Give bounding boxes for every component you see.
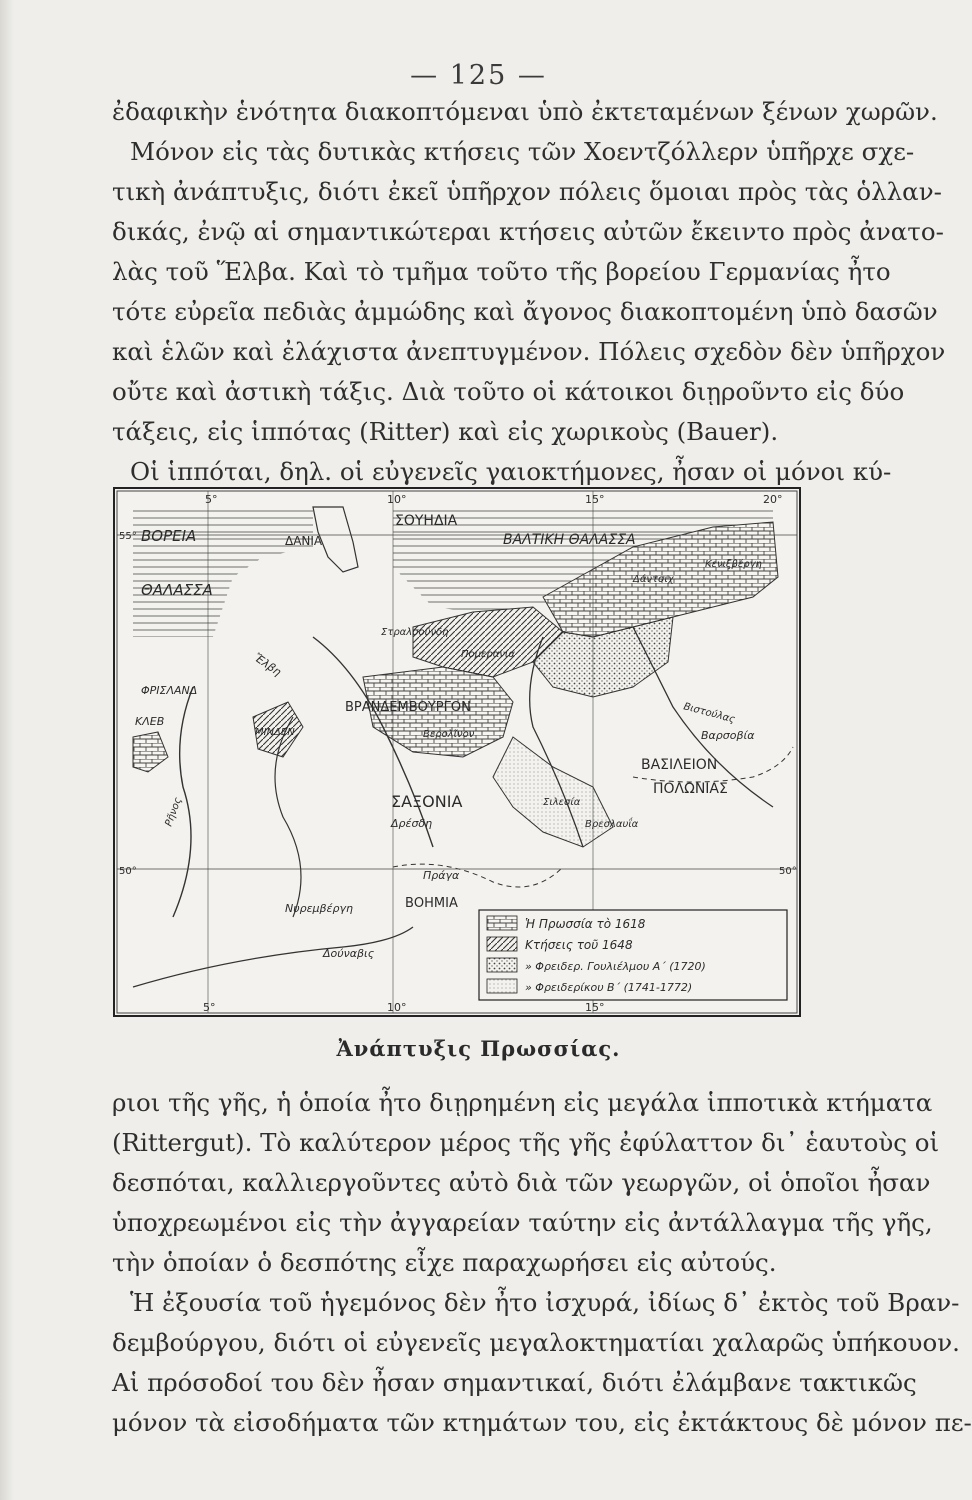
lat-label: 50° [779,866,797,877]
prague-label: Πράγα [423,869,460,882]
legend-item: Κτήσεις τοῦ 1648 [525,938,633,952]
legend-item: Ἡ Πρωσσία τὸ 1618 [525,917,646,931]
dresden-label: Δρέσδη [391,817,433,830]
text-line: δικάς, ἐνῷ αἱ σημαντικώτεραι κτήσεις αὐτῶν ἔκειντο πρὸς ἀνατο- [112,217,944,246]
breslau-label: Βρεσλαυΐα [585,819,639,830]
baltic-label: ΒΑΛΤΙΚΗ ΘΑΛΑΣΣΑ [503,532,636,548]
legend-item: » Φρειδερ. Γουλιέλμου Α΄ (1720) [525,960,706,973]
denmark-label: ΔΑΝΙΑ [285,534,323,548]
text-line: τότε εὐρεῖα πεδιὰς ἀμμώδης καὶ ἄγονος διακοπτομένη ὑπὸ δασῶν [112,297,938,326]
poland-label-1: ΒΑΣΙΛΕΙΟΝ [641,757,718,773]
text-line: Οἱ ἱππόται, δηλ. οἱ εὐγενεῖς γαιοκτήμονες, ἦσαν οἱ μόνοι κύ- [130,457,892,486]
text-line: ριοι τῆς γῆς, ἡ ὁποία ἦτο διῃρημένη εἰς μεγάλα ἱπποτικὰ κτήματα [112,1088,933,1117]
silesia-label: Σιλεσία [543,797,581,808]
prussia-map [113,487,801,1017]
text-line: μόνον τὰ εἰσοδήματα τῶν κτημάτων του, εἰς ἐκτάκτους δὲ μόνον πε- [112,1408,972,1437]
text-line: Μόνον εἰς τὰς δυτικὰς κτήσεις τῶν Χοεντζόλλερν ὑπῆρχε σχε- [130,137,915,166]
text-line: καὶ ἑλῶν καὶ ἐλάχιστα ἀνεπτυγμένον. Πόλεις σχεδὸν δὲν ὑπῆρχον [112,337,946,366]
danube-label: Δούναβις [323,947,375,960]
text-line: ὑποχρεωμένοι εἰς τὴν ἀγγαρείαν ταύτην εἰς ἀντάλλαγμα τῆς γῆς, [112,1208,933,1237]
konigsberg-label: Κενιξβέργη [705,559,762,570]
sea-label-north: ΒΟΡΕΙΑ [141,527,197,545]
deg-label-bottom: 10° [387,1001,407,1014]
text-line: Ἡ ἐξουσία τοῦ ἡγεμόνος δὲν ἦτο ἰσχυρά, ἰδίως δ᾿ ἐκτὸς τοῦ Βραν- [130,1288,960,1317]
sea-label-north-2: ΘΑΛΑΣΣΑ [141,581,213,599]
map-caption: Ἀνάπτυξις Πρωσσίας. [336,1036,621,1061]
top-paragraphs [112,92,946,492]
vistula-label: Βιστούλας [682,701,737,726]
deg-label-top: 10° [387,493,407,506]
text-line: δεσπόται, καλλιεργοῦντες αὐτὸ διὰ τῶν γεωργῶν, οἱ ὁποῖοι ἦσαν [112,1168,931,1197]
legend-swatch-1772 [487,979,517,993]
lat-label: 50° [119,866,137,877]
deg-label-bottom: 5° [203,1001,216,1014]
text-line: δεμβούργου, διότι οἱ εὐγενεῖς μεγαλοκτηματίαι χαλαρῶς ὑπήκουον. [112,1328,960,1357]
legend-swatch-1648 [487,937,517,951]
page-number: — 125 — [410,60,547,91]
stralsund-label: Στραλσοῦνδη [381,627,449,638]
text-line: λὰς τοῦ Ἕλβα. Καὶ τὸ τμῆμα τοῦτο τῆς βορείου Γερμανίας ἦτο [112,257,891,286]
lat-label: 55° [119,531,137,542]
legend-swatch-1720 [487,958,517,972]
berlin-label: Βερολῖνον [423,729,475,740]
text-line: τικὴ ἀνάπτυξις, διότι ἐκεῖ ὑπῆρχον πόλεις ὅμοιαι πρὸς τὰς ὁλλαν- [112,177,942,206]
pomerania-label: Πομερανία [461,649,515,660]
text-line: οὔτε καὶ ἀστικὴ τάξις. Διὰ τοῦτο οἱ κάτοικοι διῃροῦντο εἰς δύο [112,377,905,406]
page-edge [0,0,14,1500]
warsaw-label: Βαρσοβία [701,729,755,742]
map-legend [479,910,787,1000]
friesland-label: ΦΡΙΣΛΑΝΔ [141,684,198,697]
deg-label-top: 5° [205,493,218,506]
nuremberg-label: Νυρεμβέργη [285,902,353,915]
text-line: τάξεις, εἰς ἱππότας (Ritter) καὶ εἰς χωρικοὺς (Bauer). [112,417,779,446]
bohemia-label: ΒΟΗΜΙΑ [405,896,458,911]
text-line: Αἱ πρόσοδοί του δὲν ἦσαν σημαντικαί, διότι ἐλάμβανε τακτικῶς [112,1368,917,1397]
bottom-paragraphs [112,1083,972,1443]
minden-label: ΜΙΝΔΕΝ [255,727,295,738]
brandenburg-label: ΒΡΑΝΔΕΜΒΟΥΡΓΟΝ [345,700,471,715]
deg-label-bottom: 15° [585,1001,605,1014]
danzig-label: Δάντσιχ [633,574,674,585]
rhine-label: Ρῆνος [163,796,185,829]
text-line: (Rittergut). Τὸ καλύτερον μέρος τῆς γῆς ἐφύλαττον δι᾿ ἑαυτοὺς οἱ [112,1128,940,1157]
sweden-label: ΣΟΥΗΔΙΑ [395,513,458,529]
legend-item: » Φρειδερίκου Β΄ (1741-1772) [525,981,693,994]
deg-label-top: 15° [585,493,605,506]
legend-swatch-1618 [487,916,517,930]
saxony-label: ΣΑΞΟΝΙΑ [391,792,463,811]
text-line: ἐδαφικὴν ἑνότητα διακοπτόμεναι ὑπὸ ἐκτεταμένων ξένων χωρῶν. [112,97,938,126]
kleve-label: ΚΛΕΒ [135,715,165,728]
deg-label-top: 20° [763,493,783,506]
text-line: τὴν ὁποίαν ὁ δεσπότης εἶχε παραχωρήσει εἰς αὐτούς. [112,1248,777,1277]
elbe-label: Ἔλβη [251,650,284,679]
poland-label-2: ΠΟΛΩΝΙΑΣ [653,781,728,797]
